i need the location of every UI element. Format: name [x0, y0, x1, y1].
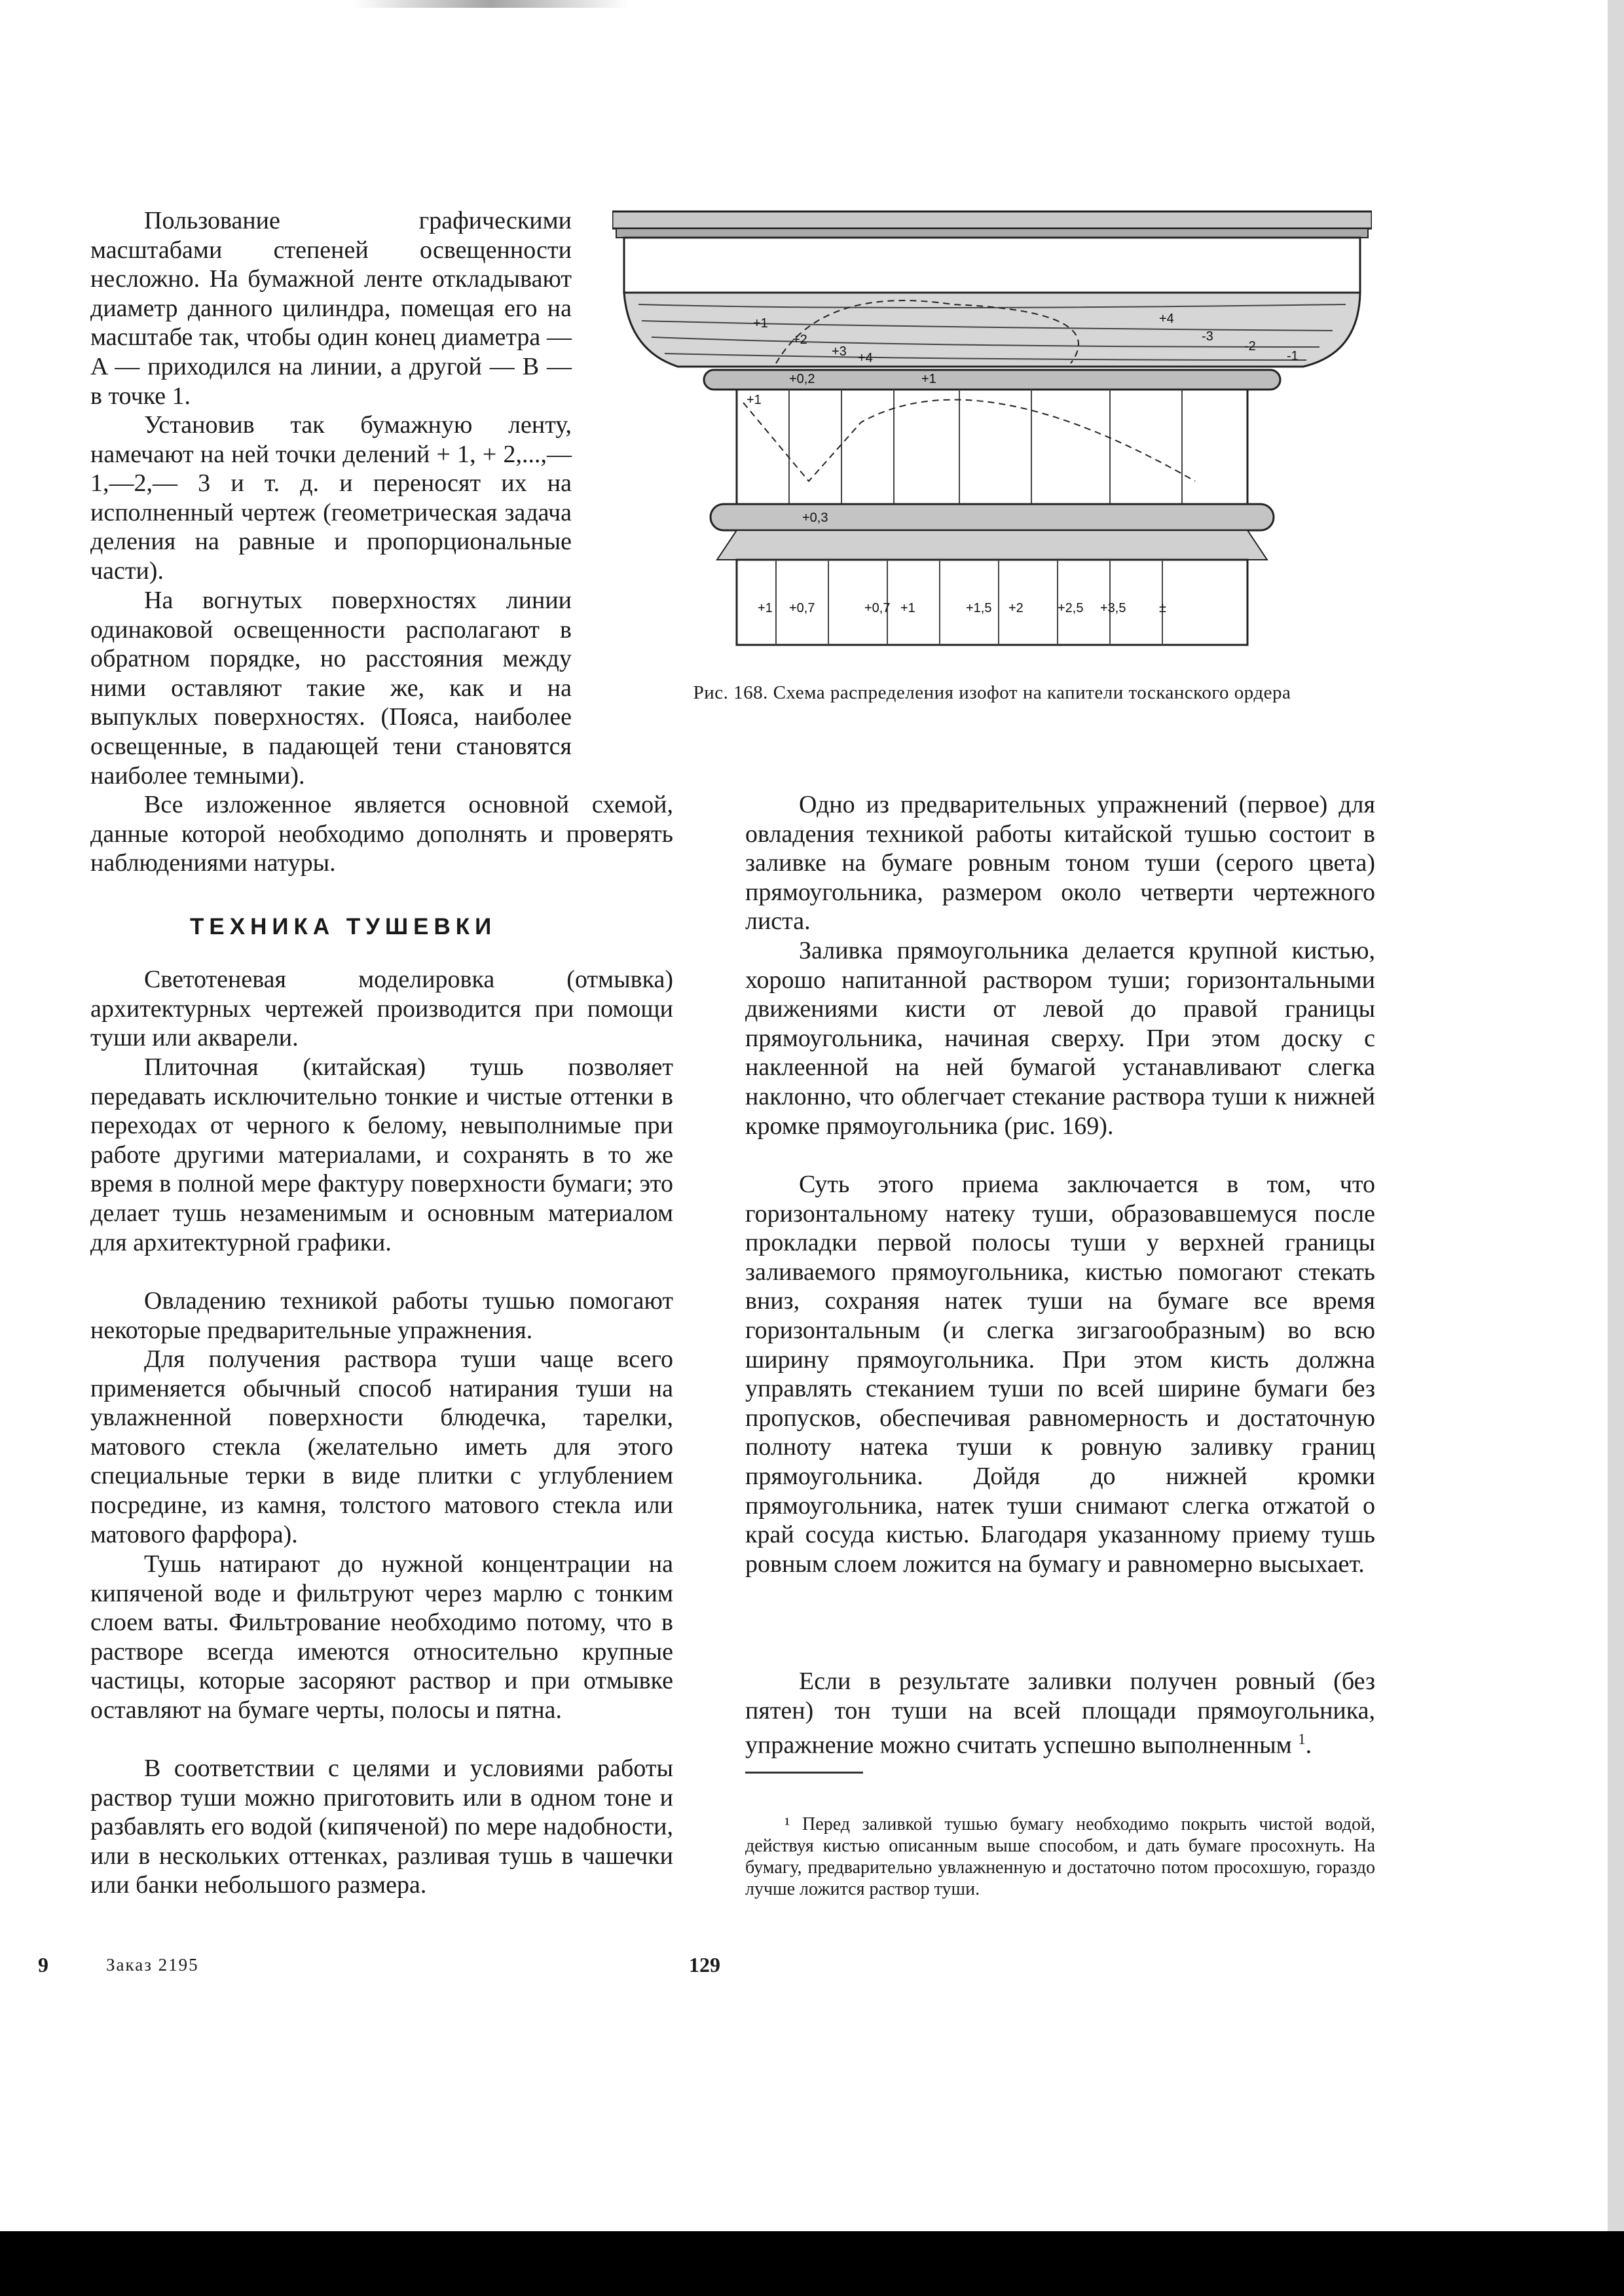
paragraph-scales: Пользование графическими масштабами степеней освещенности несложно. На бумажной ленте откладывают диаметр данного цилиндра, помещая его на масштабе так, чтобы один конец диаметра — A — приходился на линии, а другой — B — в точке 1. [90, 207, 572, 410]
astragal [710, 504, 1274, 560]
paragraph-chinese-ink: Плиточная (китайская) тушь позволяет передавать исключительно тонкие и чистые оттенки в переходах от черного к белому, невыполнимые при работе другими материалами, и сохранять в то же время в полной мере фактуру поверхности бумаги; это делает тушь незаменимым и основным материалом для архитектурной графики. [90, 1053, 673, 1256]
paragraph-preparation: В соответствии с целями и условиями работы раствор туши можно приготовить или в одном тоне и разбавлять его водой (кипяченой) по мере надобности, или в нескольких оттенках, разливая тушь в чашечки или банки небольшого размера. [90, 1755, 673, 1899]
abacus [612, 211, 1372, 293]
label-necking-1: +1 [747, 393, 762, 407]
label-shaft-2: +2 [1008, 601, 1024, 615]
footnote: ¹ Перед заливкой тушью бумагу необходимо покрыть чистой водой, действуя кистью описанным выше способом, и дать бумаге просохнуть. На бумагу, предварительно увлажненную и достаточно потом просохшую, гораздо лучше ложится раствор туши. [745, 1814, 1375, 1899]
paragraph-result-text: Если в результате заливки получен ровный (без пятен) тон туши на всей площади прямоугольника, упражнение можно считать успешно выполненным [745, 1667, 1375, 1759]
paragraph-paper-strip: Установив так бумажную ленту, намечают на ней точки делений + 1, + 2,...,— 1,—2,— 3 и т. д. и переносят их на исполненный чертеж (геометрическая задача деления на равные и пропорциональные части). [90, 411, 572, 585]
label-shaft-35: +3,5 [1100, 601, 1126, 615]
paragraph-summary: Все изложенное является основной схемой, данные которой необходимо дополнять и проверять наблюдениями натуры. [90, 791, 673, 877]
figure-tuscan-capital [612, 206, 1372, 650]
paragraph-concave-surfaces: На вогнутых поверхностях линии одинаковой освещенности располагают в обратном порядке, но расстояния между ними оставляют такие же, как и на выпуклых поверхностях. (Пояса, наиболее освещенные, в падающей тени становятся наиболее темными). [90, 587, 572, 790]
label-shaft-1b: +1 [900, 601, 915, 615]
order-number: Заказ 2195 [106, 1955, 199, 1975]
paragraph-modeling: Светотеневая моделировка (отмывка) архитектурных чертежей производится при помощи туши или акварели. [90, 966, 673, 1052]
paragraph-filling: Заливка прямоугольника делается крупной кистью, хорошо напитанной раствором туши; горизонтальными движениями кисти от левой до правой границы прямоугольника, начиная сверху. При этом доску с наклеенной на ней бумагой устанавливают слегка наклонно, что облегчает стекание раствора туши к нижней кромке прямоугольника (рис. 169). [745, 937, 1375, 1140]
label-echinus-minus2: -2 [1244, 339, 1256, 354]
paragraph-rubbing-ink: Для получения раствора туши чаще всего применяется обычный способ натирания туши на увлажненной поверхности блюдечка, тарелки, матового стекла (желательно иметь для этого специальные терки в виде плитки с углублением посредине, из камня, толстого матового стекла или матового фарфора). [90, 1345, 673, 1548]
label-ring-1: +1 [921, 372, 936, 386]
label-echinus-2: +2 [792, 333, 807, 347]
signature-number: 9 [38, 1953, 48, 1977]
label-echinus-minus1: -1 [1287, 349, 1299, 363]
label-echinus-4b: +4 [1159, 312, 1174, 326]
necking [737, 390, 1247, 504]
label-echinus-minus3: -3 [1202, 329, 1213, 344]
label-shaft-07: +0,7 [789, 601, 815, 615]
paragraph-exercises: Овладению техникой работы тушью помогают некоторые предварительные упражнения. [90, 1287, 673, 1344]
label-echinus-3: +3 [832, 344, 847, 359]
scan-edge [1608, 0, 1624, 2296]
figure-caption: Рис. 168. Схема распределения изофот на капители тосканского ордера [693, 682, 1291, 703]
label-echinus-1: +1 [753, 316, 768, 331]
paragraph-first-exercise: Одно из предварительных упражнений (первое) для овладения техникой работы китайской тушью состоит в заливке на бумаге ровным тоном туши (серого цвета) прямоугольника, размером около четверти чертежного листа. [745, 791, 1375, 936]
label-shaft-pm: ± [1159, 601, 1166, 615]
label-ring-02: +0,2 [789, 372, 815, 386]
paragraph-technique: Суть этого приема заключается в том, что горизонтальному натеку туши, образовавшемуся после прокладки первой полосы туши у верхней границы заливаемого прямоугольника, кистью помогают стекать вниз, сохраняя натек туши на бумаге все время горизонтальным (и слегка зигзагообразным) во всю ширину прямоугольника. При этом кисть должна управлять стеканием туши по всей ширине бумаги без пропусков, обеспечивая равномерность и достаточную полноту натека туши к ровную заливку границ прямоугольника. Дойдя до нижней кромки прямоугольника, натек туши снимают слегка отжатой о край сосуда кистью. Благодаря указанному приему тушь ровным слоем ложится на бумагу и равномерно высыхает. [745, 1171, 1375, 1578]
label-astragal-03: +0,3 [802, 511, 828, 525]
section-heading: ТЕХНИКА ТУШЕВКИ [190, 914, 497, 939]
footnote-rule [745, 1772, 863, 1774]
label-echinus-4: +4 [858, 351, 873, 365]
scan-artifact [354, 0, 629, 8]
footnote-mark: 1 [1298, 1731, 1306, 1748]
echinus [624, 293, 1360, 367]
scan-bottom-edge [0, 2231, 1624, 2296]
paragraph-result: Если в результате заливки получен ровный (без пятен) тон туши на всей площади прямоугольника, упражнение можно считать успешно выполненным $^1$. [745, 1667, 1375, 1759]
paragraph-filtering: Тушь натирают до нужной концентрации на кипяченой воде и фильтруют через марлю с тонким слоем ваты. Фильтрование необходимо потому, что в растворе всегда имеются относительно крупные частицы, которые засоряют раствор и при отмывке оставляют на бумаге черты, полосы и пятна. [90, 1550, 673, 1724]
label-shaft-07b: +0,7 [864, 601, 891, 615]
label-shaft-25: +2,5 [1058, 601, 1084, 615]
label-shaft-15: +1,5 [966, 601, 992, 615]
label-shaft-1: +1 [758, 601, 773, 615]
page-number: 129 [689, 1953, 720, 1977]
